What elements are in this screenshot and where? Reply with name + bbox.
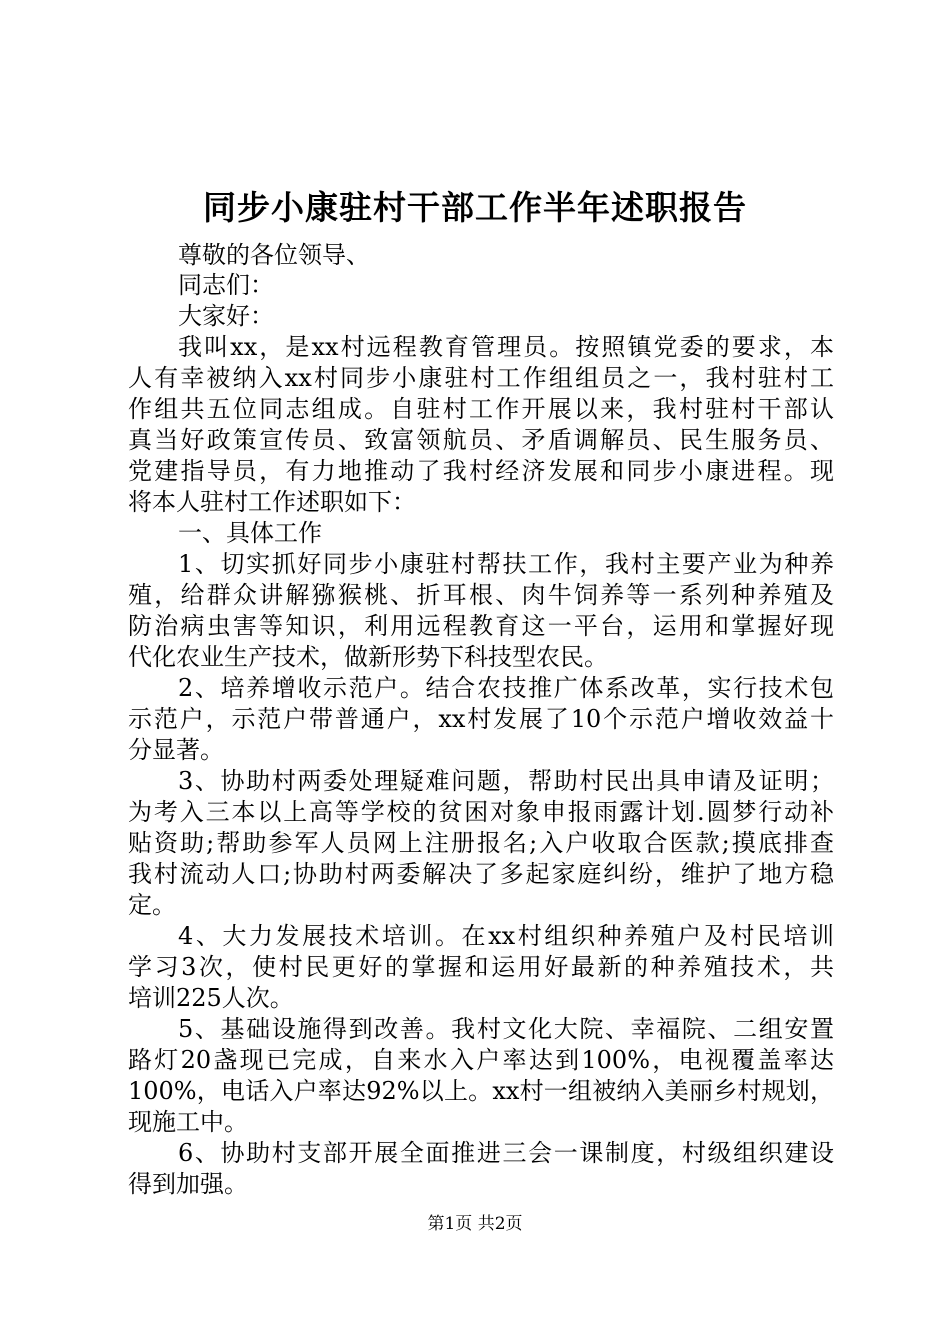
- body-line: 3、协助村两委处理疑难问题，帮助村民出具申请及证明；: [178, 767, 834, 795]
- body-line: 100%，电话入户率达92%以上。xx村一组被纳入美丽乡村规划，: [128, 1077, 834, 1105]
- body-line: 1、切实抓好同步小康驻村帮扶工作，我村主要产业为种养: [178, 550, 834, 578]
- body-line: 我村流动人口;协助村两委解决了多起家庭纠纷，维护了地方稳: [128, 860, 834, 888]
- body-line: 路灯20盏现已完成，自来水入户率达到100%，电视覆盖率达: [128, 1046, 834, 1074]
- body-line: 作组共五位同志组成。自驻村工作开展以来，我村驻村干部认: [128, 395, 834, 423]
- body-line: 贴资助;帮助参军人员网上注册报名;入户收取合医款;摸底排查: [128, 829, 834, 857]
- body-line: 4、大力发展技术培训。在xx村组织种养殖户及村民培训: [178, 922, 834, 950]
- body-line: 殖，给群众讲解猕猴桃、折耳根、肉牛饲养等一系列种养殖及: [128, 581, 834, 609]
- salutation-line: 尊敬的各位领导、: [178, 241, 370, 269]
- body-line: 我叫xx，是xx村远程教育管理员。按照镇党委的要求，本: [178, 333, 834, 361]
- body-line: 学习3次，使村民更好的掌握和运用好最新的种养殖技术，共: [128, 953, 834, 981]
- body-line: 人有幸被纳入xx村同步小康驻村工作组组员之一，我村驻村工: [128, 364, 834, 392]
- body-line: 5、基础设施得到改善。我村文化大院、幸福院、二组安置: [178, 1015, 834, 1043]
- body-line: 2、培养增收示范户。结合农技推广体系改革，实行技术包: [178, 674, 834, 702]
- body-line: 代化农业生产技术，做新形势下科技型农民。: [128, 643, 608, 671]
- salutation-line: 大家好：: [178, 302, 274, 330]
- body-line: 现施工中。: [128, 1108, 248, 1136]
- body-line: 分显著。: [128, 736, 224, 764]
- body-line: 为考入三本以上高等学校的贫困对象申报雨露计划.圆梦行动补: [128, 798, 834, 826]
- body-line: 定。: [128, 891, 176, 919]
- page-number: 第1页 共2页: [427, 1214, 523, 1234]
- body-line: 培训225人次。: [128, 984, 294, 1012]
- body-line: 真当好政策宣传员、致富领航员、矛盾调解员、民生服务员、: [128, 426, 834, 454]
- body-line: 示范户，示范户带普通户，xx村发展了10个示范户增收效益十: [128, 705, 834, 733]
- body-line: 得到加强。: [128, 1170, 248, 1198]
- section-heading: 一、具体工作: [178, 519, 322, 547]
- body-line: 防治病虫害等知识，利用远程教育这一平台，运用和掌握好现: [128, 612, 834, 640]
- document-title: 同步小康驻村干部工作半年述职报告: [203, 188, 747, 227]
- salutation-line: 同志们：: [178, 271, 274, 299]
- body-line: 6、协助村支部开展全面推进三会一课制度，村级组织建设: [178, 1139, 834, 1167]
- body-line: 党建指导员，有力地推动了我村经济发展和同步小康进程。现: [128, 457, 834, 485]
- body-line: 将本人驻村工作述职如下：: [128, 488, 416, 516]
